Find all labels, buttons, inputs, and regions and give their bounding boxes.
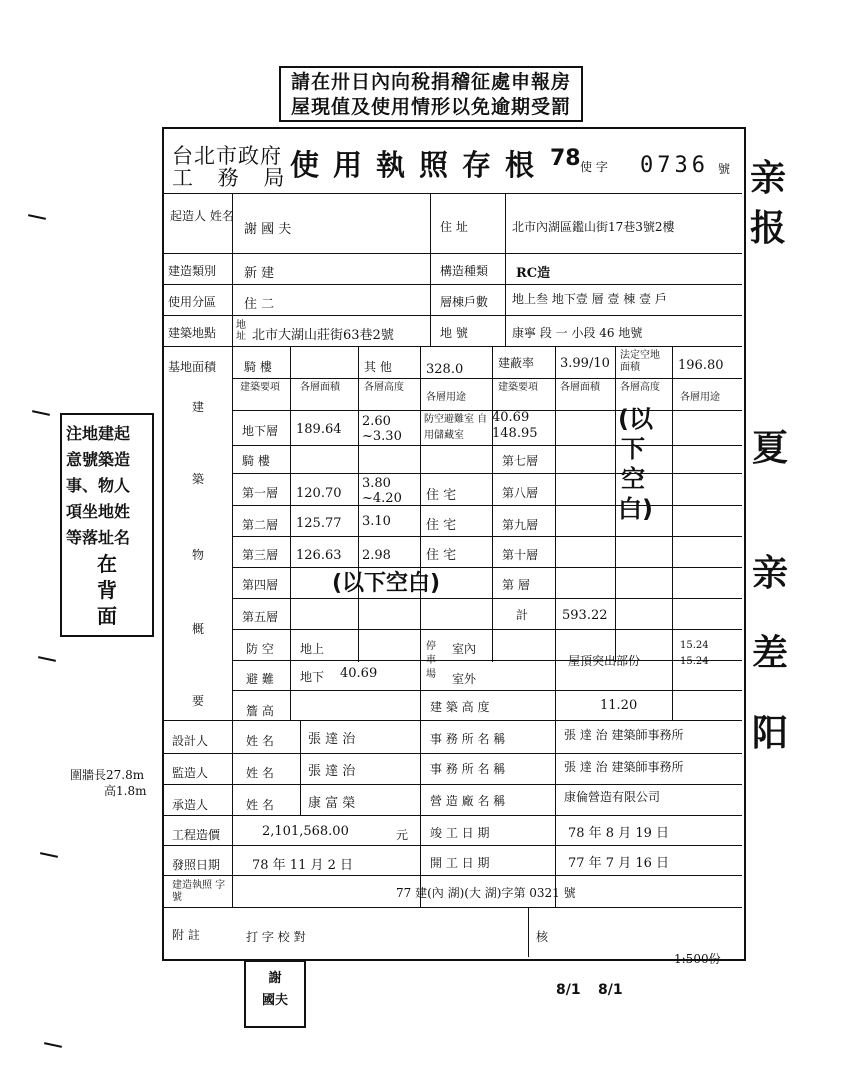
margin-mark	[28, 214, 46, 220]
floor-5-label: 第五層	[242, 610, 279, 624]
site-value: 北市大湖山莊街63巷2號	[252, 328, 394, 343]
sign-date-a: 8/1	[556, 982, 581, 998]
lot-value: 康寧 段 一 小段 46 地號	[512, 326, 643, 340]
basement-height: 2.60 ~3.30	[362, 414, 402, 444]
floor-3-label: 第三層	[242, 548, 279, 562]
contractor-office-label: 營 造 廠 名 稱	[430, 794, 506, 808]
margin-handwriting: 差	[752, 632, 789, 674]
structure-value: RC造	[516, 266, 551, 281]
margin-mark	[40, 852, 58, 858]
floor-x-label: 第 層	[502, 578, 530, 592]
parking-indoor: 室內	[452, 642, 477, 656]
col-header-use: 各層用途	[426, 392, 466, 403]
designer-office: 張 達 治 建築師事務所	[564, 728, 684, 742]
notice-line: 意號築造	[66, 450, 131, 469]
arcade-area-label: 騎 樓	[244, 360, 272, 374]
coverage-label: 建蔽率	[498, 356, 535, 370]
supervisor-office: 張 達 治 建築師事務所	[564, 760, 684, 774]
col-header-floor-2: 建築要項	[498, 382, 538, 393]
floor-3-use: 住 宅	[426, 548, 457, 563]
seal-line1: 謝	[268, 971, 282, 986]
roof-value-1: 15.24	[680, 640, 709, 651]
margin-handwriting: 夏	[752, 427, 789, 469]
legal-void-value: 196.80	[678, 358, 724, 373]
permit-no-label: 建造執照 字 號	[172, 880, 226, 903]
supervisor-label: 監造人	[172, 766, 209, 780]
building-height-label: 建 築 高 度	[430, 700, 490, 714]
floor-9-label: 第九層	[502, 518, 539, 532]
notice-line: 注地建起	[66, 424, 131, 443]
other-area-label: 其 他	[364, 360, 392, 374]
structure-label: 構造種類	[440, 264, 489, 278]
tax-notice-line1: 請在卅日內向稅捐稽征處申報房	[290, 71, 571, 93]
basement-area-shelter: 40.69	[492, 410, 530, 425]
total-label: 計	[516, 608, 529, 622]
col-header-area: 各層面積	[300, 382, 340, 393]
wall-note-line2: 高1.8m	[104, 784, 147, 798]
completion-date: 78 年 8 月 19 日	[568, 826, 670, 841]
blank-note-horizontal: (以下空白)	[332, 571, 441, 596]
margin-handwriting: 报	[750, 207, 787, 249]
base-area-label: 基地面積	[168, 360, 217, 374]
tax-notice-stamp	[279, 66, 583, 122]
margin-handwriting: 亲	[752, 552, 789, 594]
floor-8-label: 第八層	[502, 486, 539, 500]
shelter-below-label: 地下	[300, 670, 325, 684]
arcade-floor-label: 騎 樓	[242, 454, 270, 468]
zone-value: 住 二	[244, 297, 275, 312]
basement-use: 防空避難室 自用儲藏室	[424, 414, 488, 441]
tax-notice-line2: 屋現值及使用情形以免逾期受罰	[290, 96, 571, 118]
address-value: 北市內湖區鑑山街17巷3號2樓	[512, 220, 675, 234]
shelter-above-label: 地上	[300, 642, 325, 656]
notice-line: 等落址名	[66, 528, 131, 547]
review-label: 核	[536, 930, 549, 944]
applicant-label: 起造人 姓名	[170, 209, 234, 223]
floor-1-use: 住 宅	[426, 488, 457, 503]
site-label: 建築地點	[168, 326, 217, 340]
building-class-label: 建造類別	[168, 264, 217, 278]
lot-label: 地 號	[440, 326, 468, 340]
contractor-label: 承造人	[172, 798, 209, 812]
permit-number: 0736	[640, 153, 709, 178]
designer-name: 張 達 治	[308, 732, 356, 747]
roof-value-2: 15.24	[680, 656, 709, 667]
floor-1-label: 第一層	[242, 486, 279, 500]
building-height-value: 11.20	[600, 698, 638, 713]
col-header-height: 各層高度	[364, 382, 404, 393]
floor-4-label: 第四層	[242, 578, 279, 592]
sign-date-b: 8/1	[598, 982, 623, 998]
basement-label: 地下層	[242, 424, 279, 438]
supervisor-name: 張 達 治	[308, 764, 356, 779]
col-header-area-2: 各層面積	[560, 382, 600, 393]
completion-date-label: 竣 工 日 期	[430, 826, 490, 840]
basement-area-storage: 148.95	[492, 426, 538, 441]
side-label: 建	[192, 400, 205, 414]
side-label: 要	[192, 694, 205, 708]
col-header-floor: 建築要項	[240, 382, 280, 393]
notice-line: 面	[97, 604, 117, 628]
org-line1: 台北市政府	[172, 144, 282, 168]
floors-value: 地上叁 地下壹 層 壹 棟 壹 戶	[512, 292, 667, 306]
floor-10-label: 第十層	[502, 548, 539, 562]
notice-line: 項坐地姓	[66, 502, 131, 521]
eaves-label: 簷 高	[246, 704, 274, 718]
zone-label: 使用分區	[168, 295, 217, 309]
floor-2-height: 3.10	[362, 514, 391, 529]
blank-note-vertical: (以下空白)	[618, 405, 653, 523]
floor-3-height: 2.98	[362, 548, 391, 563]
address-label: 住 址	[440, 220, 468, 234]
margin-mark	[44, 1042, 62, 1048]
contractor-office: 康倫營造有限公司	[564, 790, 661, 804]
notice-line: 在	[97, 552, 117, 576]
basement-area: 189.64	[296, 422, 342, 437]
issue-date-label: 發照日期	[172, 858, 221, 872]
permit-suffix: 號	[718, 162, 731, 176]
designer-name-label: 姓 名	[246, 734, 274, 748]
floor-1-height: 3.80 ~4.20	[362, 476, 402, 506]
cost-unit: 元	[396, 828, 409, 842]
cost-value: 2,101,568.00	[262, 824, 349, 839]
floor-2-use: 住 宅	[426, 518, 457, 533]
contractor-name: 康 富 榮	[308, 796, 356, 811]
margin-handwriting: 亲	[750, 157, 787, 199]
supervisor-office-label: 事 務 所 名 稱	[430, 762, 506, 776]
contractor-name-label: 姓 名	[246, 798, 274, 812]
scale-note: 1:500份	[674, 952, 721, 966]
site-prefix: 地址	[236, 320, 246, 342]
form-title: 使用執照存根	[290, 148, 549, 182]
floor-2-area: 125.77	[296, 516, 342, 531]
floor-7-label: 第七層	[502, 454, 539, 468]
supervisor-name-label: 姓 名	[246, 766, 274, 780]
floor-1-area: 120.70	[296, 486, 342, 501]
floor-3-area: 126.63	[296, 548, 342, 563]
org-line2: 工 務 局	[172, 166, 294, 190]
issue-date: 78 年 11 月 2 日	[252, 858, 354, 873]
building-class-value: 新 建	[244, 266, 275, 281]
proofread-label: 打 字 校 對	[246, 930, 306, 944]
total-area: 593.22	[562, 608, 608, 623]
cost-label: 工程造價	[172, 828, 221, 842]
shelter-label1: 防 空	[246, 642, 274, 656]
start-date-label: 開 工 日 期	[430, 856, 490, 870]
other-area-value: 328.0	[426, 362, 464, 377]
designer-label: 設計人	[172, 734, 209, 748]
permit-year: 78	[550, 146, 581, 171]
permit-no-value: 77 建(內 湖)(大 湖)字第 0321 號	[396, 886, 576, 900]
approval-seal	[244, 960, 306, 1028]
remark-label: 附 註	[172, 928, 200, 942]
wall-note-line1: 圍牆長27.8m	[70, 768, 145, 782]
margin-mark	[38, 656, 56, 662]
margin-handwriting: 阳	[752, 712, 789, 754]
margin-mark	[32, 410, 50, 416]
designer-office-label: 事 務 所 名 稱	[430, 732, 506, 746]
applicant-name: 謝 國 夫	[244, 222, 292, 237]
floor-2-label: 第二層	[242, 518, 279, 532]
permit-prefix: 使 字	[580, 160, 608, 174]
side-label: 物	[192, 548, 205, 562]
floors-label: 層棟戶數	[440, 295, 489, 309]
notice-line: 背	[97, 578, 117, 602]
parking-label: 停車場	[426, 641, 436, 680]
start-date: 77 年 7 月 16 日	[568, 856, 670, 871]
legal-void-label: 法定空地面積	[620, 350, 660, 373]
side-label: 築	[192, 472, 205, 486]
shelter-below-value: 40.69	[340, 666, 378, 681]
seal-line2: 國夫	[261, 993, 288, 1008]
parking-outdoor: 室外	[452, 672, 477, 686]
col-header-height-2: 各層高度	[620, 382, 660, 393]
coverage-value: 3.99/10	[560, 356, 610, 371]
notice-line: 事、物人	[66, 476, 131, 495]
roof-protrusion-label: 屋頂突出部份	[568, 654, 641, 668]
col-header-use-2: 各層用途	[680, 392, 720, 403]
notice-box	[60, 413, 154, 637]
side-label: 概	[192, 622, 205, 636]
shelter-label2: 避 難	[246, 672, 274, 686]
